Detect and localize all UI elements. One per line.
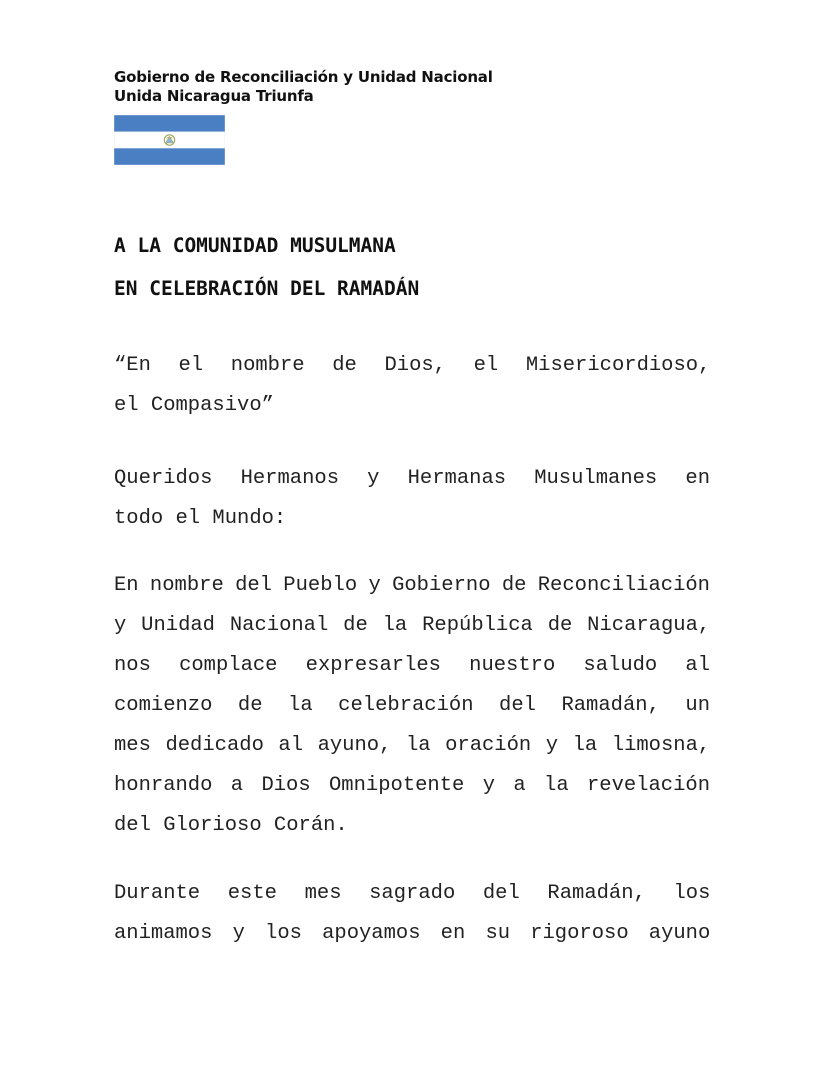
- paragraph-line: comienzo de la celebración del Ramadán, un: [114, 694, 710, 717]
- title-line-1: A LA COMUNIDAD MUSULMANA: [114, 234, 396, 257]
- paragraph-line: el Compasivo”: [114, 394, 274, 417]
- government-header: [114, 68, 493, 106]
- message-paragraph: [114, 566, 710, 846]
- paragraph-line: animamos y los apoyamos en su rigoroso ayuno: [114, 922, 711, 945]
- invocation-paragraph: [114, 346, 710, 426]
- flag-emblem-icon: [164, 135, 174, 145]
- paragraph-line: todo el Mundo:: [114, 507, 287, 530]
- paragraph-line: honrando a Dios Omnipotente y a la revelación: [114, 774, 710, 797]
- paragraph-line: y Unidad Nacional de la República de Nicaragua,: [114, 614, 711, 637]
- paragraph-line: “En el nombre de Dios, el Misericordioso,: [114, 354, 711, 377]
- paragraph-line: Queridos Hermanos y Hermanas Musulmanes en: [114, 467, 710, 490]
- paragraph-line: mes dedicado al ayuno, la oración y la limosna,: [114, 734, 711, 757]
- document-title: [114, 224, 419, 310]
- paragraph-line: del Glorioso Corán.: [114, 814, 348, 837]
- paragraph-line: Durante este mes sagrado del Ramadán, los: [114, 882, 711, 905]
- nicaragua-flag-icon: [114, 115, 225, 165]
- paragraph-line: En nombre del Pueblo y Gobierno de Reconciliación: [114, 574, 710, 597]
- salutation-paragraph: [114, 459, 710, 539]
- paragraph-line: nos complace expresarles nuestro saludo al: [114, 654, 710, 677]
- continuation-paragraph: [114, 874, 710, 954]
- government-name: Gobierno de Reconciliación y Unidad Nacional: [114, 68, 493, 86]
- government-slogan: Unida Nicaragua Triunfa: [114, 87, 314, 105]
- title-line-2: EN CELEBRACIÓN DEL RAMADÁN: [114, 277, 420, 300]
